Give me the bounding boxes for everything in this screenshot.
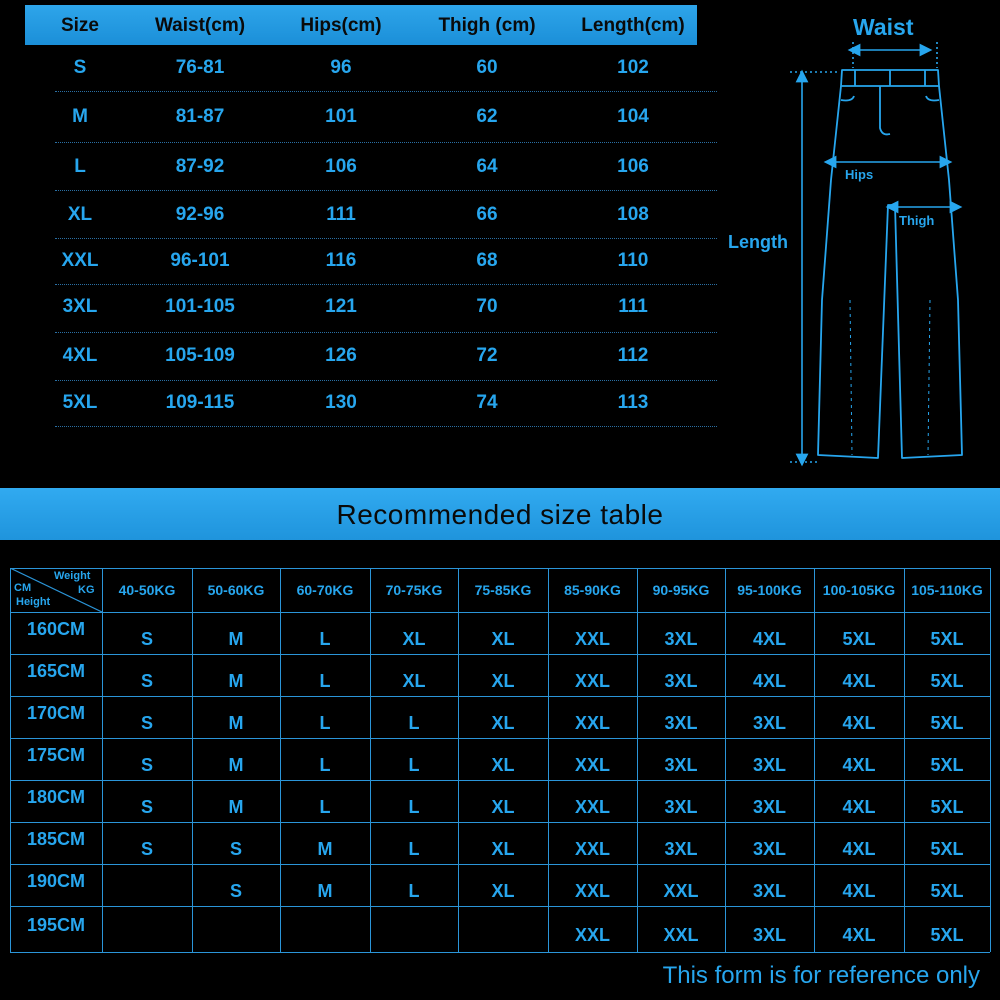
pants-outline <box>818 86 962 458</box>
grid-line <box>990 568 991 952</box>
recommended-size-cell: 3XL <box>752 713 786 733</box>
size-chart-cell: 87-92 <box>175 156 225 177</box>
corner-weight-label: Weight <box>54 570 91 582</box>
size-chart-cell: 68 <box>476 250 498 271</box>
weight-column-header: 70-75KG <box>385 582 443 598</box>
height-row-header: 165CM <box>26 661 86 681</box>
recommended-size-cell: 4XL <box>842 839 876 859</box>
recommended-size-cell: XXL <box>574 839 610 859</box>
recommended-size-cell: XL <box>402 629 426 649</box>
recommended-size-cell: 4XL <box>842 797 876 817</box>
recommended-size-cell: M <box>228 671 244 691</box>
size-chart-header-cell: Waist(cm) <box>154 15 246 36</box>
waist-label: Waist <box>853 14 914 40</box>
weight-column-header: 75-85KG <box>474 582 532 598</box>
height-row-header: 195CM <box>26 915 86 935</box>
recommended-size-cell: M <box>317 881 333 901</box>
height-row-header: 175CM <box>26 745 86 765</box>
size-chart-cell: 126 <box>325 345 357 366</box>
recommended-size-cell <box>102 918 192 952</box>
weight-column-header: 50-60KG <box>207 582 265 598</box>
recommended-size-cell: XL <box>402 671 426 691</box>
size-chart-cell: 3XL <box>62 296 98 317</box>
recommended-size-cell: XL <box>491 671 515 691</box>
recommended-size-cell <box>280 918 370 952</box>
recommended-size-banner <box>0 488 1000 540</box>
recommended-size-cell: L <box>408 755 420 775</box>
recommended-size-cell: M <box>228 797 244 817</box>
size-chart-cell: 96-101 <box>170 250 230 271</box>
recommended-size-cell: S <box>140 839 153 859</box>
row-divider <box>55 426 717 427</box>
size-chart-cell: 64 <box>476 156 498 177</box>
weight-column-header: 90-95KG <box>652 582 710 598</box>
size-chart-cell: 60 <box>476 57 498 78</box>
size-chart-cell: S <box>73 57 87 78</box>
recommended-size-cell: XXL <box>663 881 699 901</box>
recommended-size-cell: S <box>229 881 242 901</box>
weight-column-header: 95-100KG <box>737 582 802 598</box>
recommended-size-cell: 5XL <box>930 839 964 859</box>
size-chart-cell: 5XL <box>62 392 98 413</box>
recommended-size-cell: XL <box>491 713 515 733</box>
row-divider <box>55 91 717 92</box>
size-chart-cell: 121 <box>325 296 357 317</box>
recommended-size-cell: L <box>408 839 420 859</box>
height-row-header: 180CM <box>26 787 86 807</box>
recommended-size-cell: 4XL <box>842 713 876 733</box>
recommended-size-cell: 3XL <box>664 629 698 649</box>
recommended-size-cell: 5XL <box>930 881 964 901</box>
recommended-size-cell: L <box>319 713 331 733</box>
recommended-size-cell: S <box>140 671 153 691</box>
size-chart-cell: 101 <box>325 106 357 127</box>
row-divider <box>55 238 717 239</box>
recommended-size-cell: XL <box>491 755 515 775</box>
row-divider <box>55 284 717 285</box>
thigh-label: Thigh <box>899 213 935 228</box>
grid-line <box>10 654 990 655</box>
size-chart-cell: 72 <box>476 345 498 366</box>
height-row-header: 160CM <box>26 619 86 639</box>
recommended-size-cell: S <box>140 629 153 649</box>
weight-column-header: 40-50KG <box>118 582 176 598</box>
grid-line <box>10 952 990 953</box>
recommended-size-cell: S <box>140 755 153 775</box>
size-chart-header-cell: Size <box>60 15 100 36</box>
size-chart-cell: 76-81 <box>175 57 225 78</box>
size-chart-cell: 101-105 <box>165 296 235 317</box>
size-chart-cell: 4XL <box>62 345 98 366</box>
size-chart-cell: 106 <box>617 156 649 177</box>
corner-height-label: Height <box>16 596 51 608</box>
recommended-size-cell: S <box>229 839 242 859</box>
footnote: This form is for reference only <box>662 962 980 989</box>
size-chart-cell: 111 <box>618 296 648 317</box>
size-chart-cell: XL <box>67 204 93 225</box>
recommended-size-cell: 5XL <box>930 713 964 733</box>
recommended-size-cell: XXL <box>574 671 610 691</box>
recommended-size-cell: XL <box>491 629 515 649</box>
recommended-size-table <box>10 568 990 953</box>
size-chart-cell: XXL <box>61 250 99 271</box>
grid-line <box>10 696 990 697</box>
size-chart-cell: L <box>74 156 86 177</box>
recommended-size-cell: 3XL <box>752 925 786 945</box>
recommended-size-cell: 3XL <box>752 839 786 859</box>
weight-column-header: 60-70KG <box>296 582 354 598</box>
recommended-size-cell: XL <box>491 839 515 859</box>
recommended-size-cell: L <box>319 629 331 649</box>
recommended-size-cell: L <box>319 797 331 817</box>
recommended-size-cell: XXL <box>574 925 610 945</box>
recommended-size-cell: 5XL <box>930 629 964 649</box>
size-chart-cell: 66 <box>476 204 498 225</box>
recommended-size-cell: 4XL <box>752 671 786 691</box>
height-row-header: 170CM <box>26 703 86 723</box>
size-chart-cell: 74 <box>476 392 498 413</box>
weight-column-header: 85-90KG <box>564 582 621 598</box>
recommended-size-cell: M <box>228 755 244 775</box>
recommended-size-cell: XL <box>491 797 515 817</box>
grid-line <box>10 780 990 781</box>
recommended-size-cell: 3XL <box>664 797 698 817</box>
recommended-size-cell: 4XL <box>842 881 876 901</box>
recommended-size-cell: XXL <box>574 755 610 775</box>
size-chart-cell: 96 <box>330 57 352 78</box>
size-chart-cell: 62 <box>476 106 498 127</box>
recommended-size-cell: XXL <box>574 713 610 733</box>
recommended-size-cell: 4XL <box>842 925 876 945</box>
recommended-size-cell: 4XL <box>842 671 876 691</box>
grid-line <box>10 864 990 865</box>
corner-cm-label: CM <box>14 582 32 594</box>
recommended-size-cell: L <box>319 755 331 775</box>
recommended-size-cell: S <box>140 797 153 817</box>
length-label: Length <box>728 232 788 252</box>
size-chart-header-cell: Hips(cm) <box>300 15 382 36</box>
row-divider <box>55 142 717 143</box>
row-divider <box>55 380 717 381</box>
size-chart-header-cell: Length(cm) <box>581 15 685 36</box>
recommended-size-cell: 3XL <box>752 755 786 775</box>
recommended-size-cell: 3XL <box>752 881 786 901</box>
recommended-size-cell: L <box>408 713 420 733</box>
recommended-size-cell <box>192 918 280 952</box>
size-chart-cell: 112 <box>617 345 649 366</box>
recommended-size-cell: 3XL <box>752 797 786 817</box>
recommended-size-cell: 3XL <box>664 839 698 859</box>
recommended-size-cell: XXL <box>574 629 610 649</box>
recommended-size-cell: L <box>319 671 331 691</box>
size-chart-cell: 81-87 <box>175 106 225 127</box>
recommended-size-cell: XXL <box>663 925 699 945</box>
recommended-size-cell <box>370 918 458 952</box>
weight-column-header: 100-105KG <box>822 582 896 598</box>
recommended-size-cell: 3XL <box>664 755 698 775</box>
recommended-size-cell: L <box>408 881 420 901</box>
recommended-size-cell: M <box>317 839 333 859</box>
recommended-size-cell: XXL <box>574 881 610 901</box>
height-row-header: 185CM <box>26 829 86 849</box>
recommended-size-cell: 3XL <box>664 713 698 733</box>
recommended-size-cell: L <box>408 797 420 817</box>
row-divider <box>55 190 717 191</box>
size-chart-cell: 102 <box>617 57 649 78</box>
size-chart-cell: 104 <box>617 106 649 127</box>
recommended-size-cell: XXL <box>574 797 610 817</box>
corner-kg-label: KG <box>78 584 95 596</box>
size-chart-cell: 105-109 <box>165 345 235 366</box>
recommended-size-cell <box>102 876 192 906</box>
pants-diagram <box>720 0 1000 480</box>
size-chart-cell: 70 <box>476 296 498 317</box>
recommended-size-cell: 5XL <box>930 925 964 945</box>
recommended-size-cell: 5XL <box>930 755 964 775</box>
recommended-size-cell: 5XL <box>842 629 876 649</box>
size-chart-cell: 106 <box>325 156 357 177</box>
weight-column-header: 105-110KG <box>911 582 983 598</box>
recommended-size-cell <box>458 918 548 952</box>
size-chart-cell: 108 <box>617 204 649 225</box>
size-chart-cell: 111 <box>326 204 356 225</box>
hips-label: Hips <box>845 167 874 182</box>
size-chart-cell: 116 <box>325 250 357 271</box>
size-chart-cell: 113 <box>617 392 649 413</box>
recommended-size-cell: M <box>228 713 244 733</box>
grid-line <box>10 612 990 613</box>
grid-line <box>10 738 990 739</box>
grid-line <box>10 906 990 907</box>
grid-line <box>10 822 990 823</box>
recommended-size-cell: 4XL <box>842 755 876 775</box>
size-chart-cell: M <box>72 106 88 127</box>
size-chart-header-cell: Thigh (cm) <box>438 15 536 36</box>
size-chart-cell: 110 <box>617 250 649 271</box>
recommended-size-cell: S <box>140 713 153 733</box>
height-row-header: 190CM <box>26 871 86 891</box>
recommended-size-cell: 3XL <box>664 671 698 691</box>
size-chart-cell: 130 <box>325 392 357 413</box>
row-divider <box>55 332 717 333</box>
size-chart-cell: 92-96 <box>175 204 225 225</box>
recommended-size-cell: M <box>228 629 244 649</box>
recommended-size-cell: XL <box>491 881 515 901</box>
banner-title: Recommended size table <box>336 499 664 530</box>
size-chart-cell: 109-115 <box>165 392 235 413</box>
recommended-size-cell: 5XL <box>930 671 964 691</box>
recommended-size-cell: 4XL <box>752 629 786 649</box>
recommended-size-cell: 5XL <box>930 797 964 817</box>
